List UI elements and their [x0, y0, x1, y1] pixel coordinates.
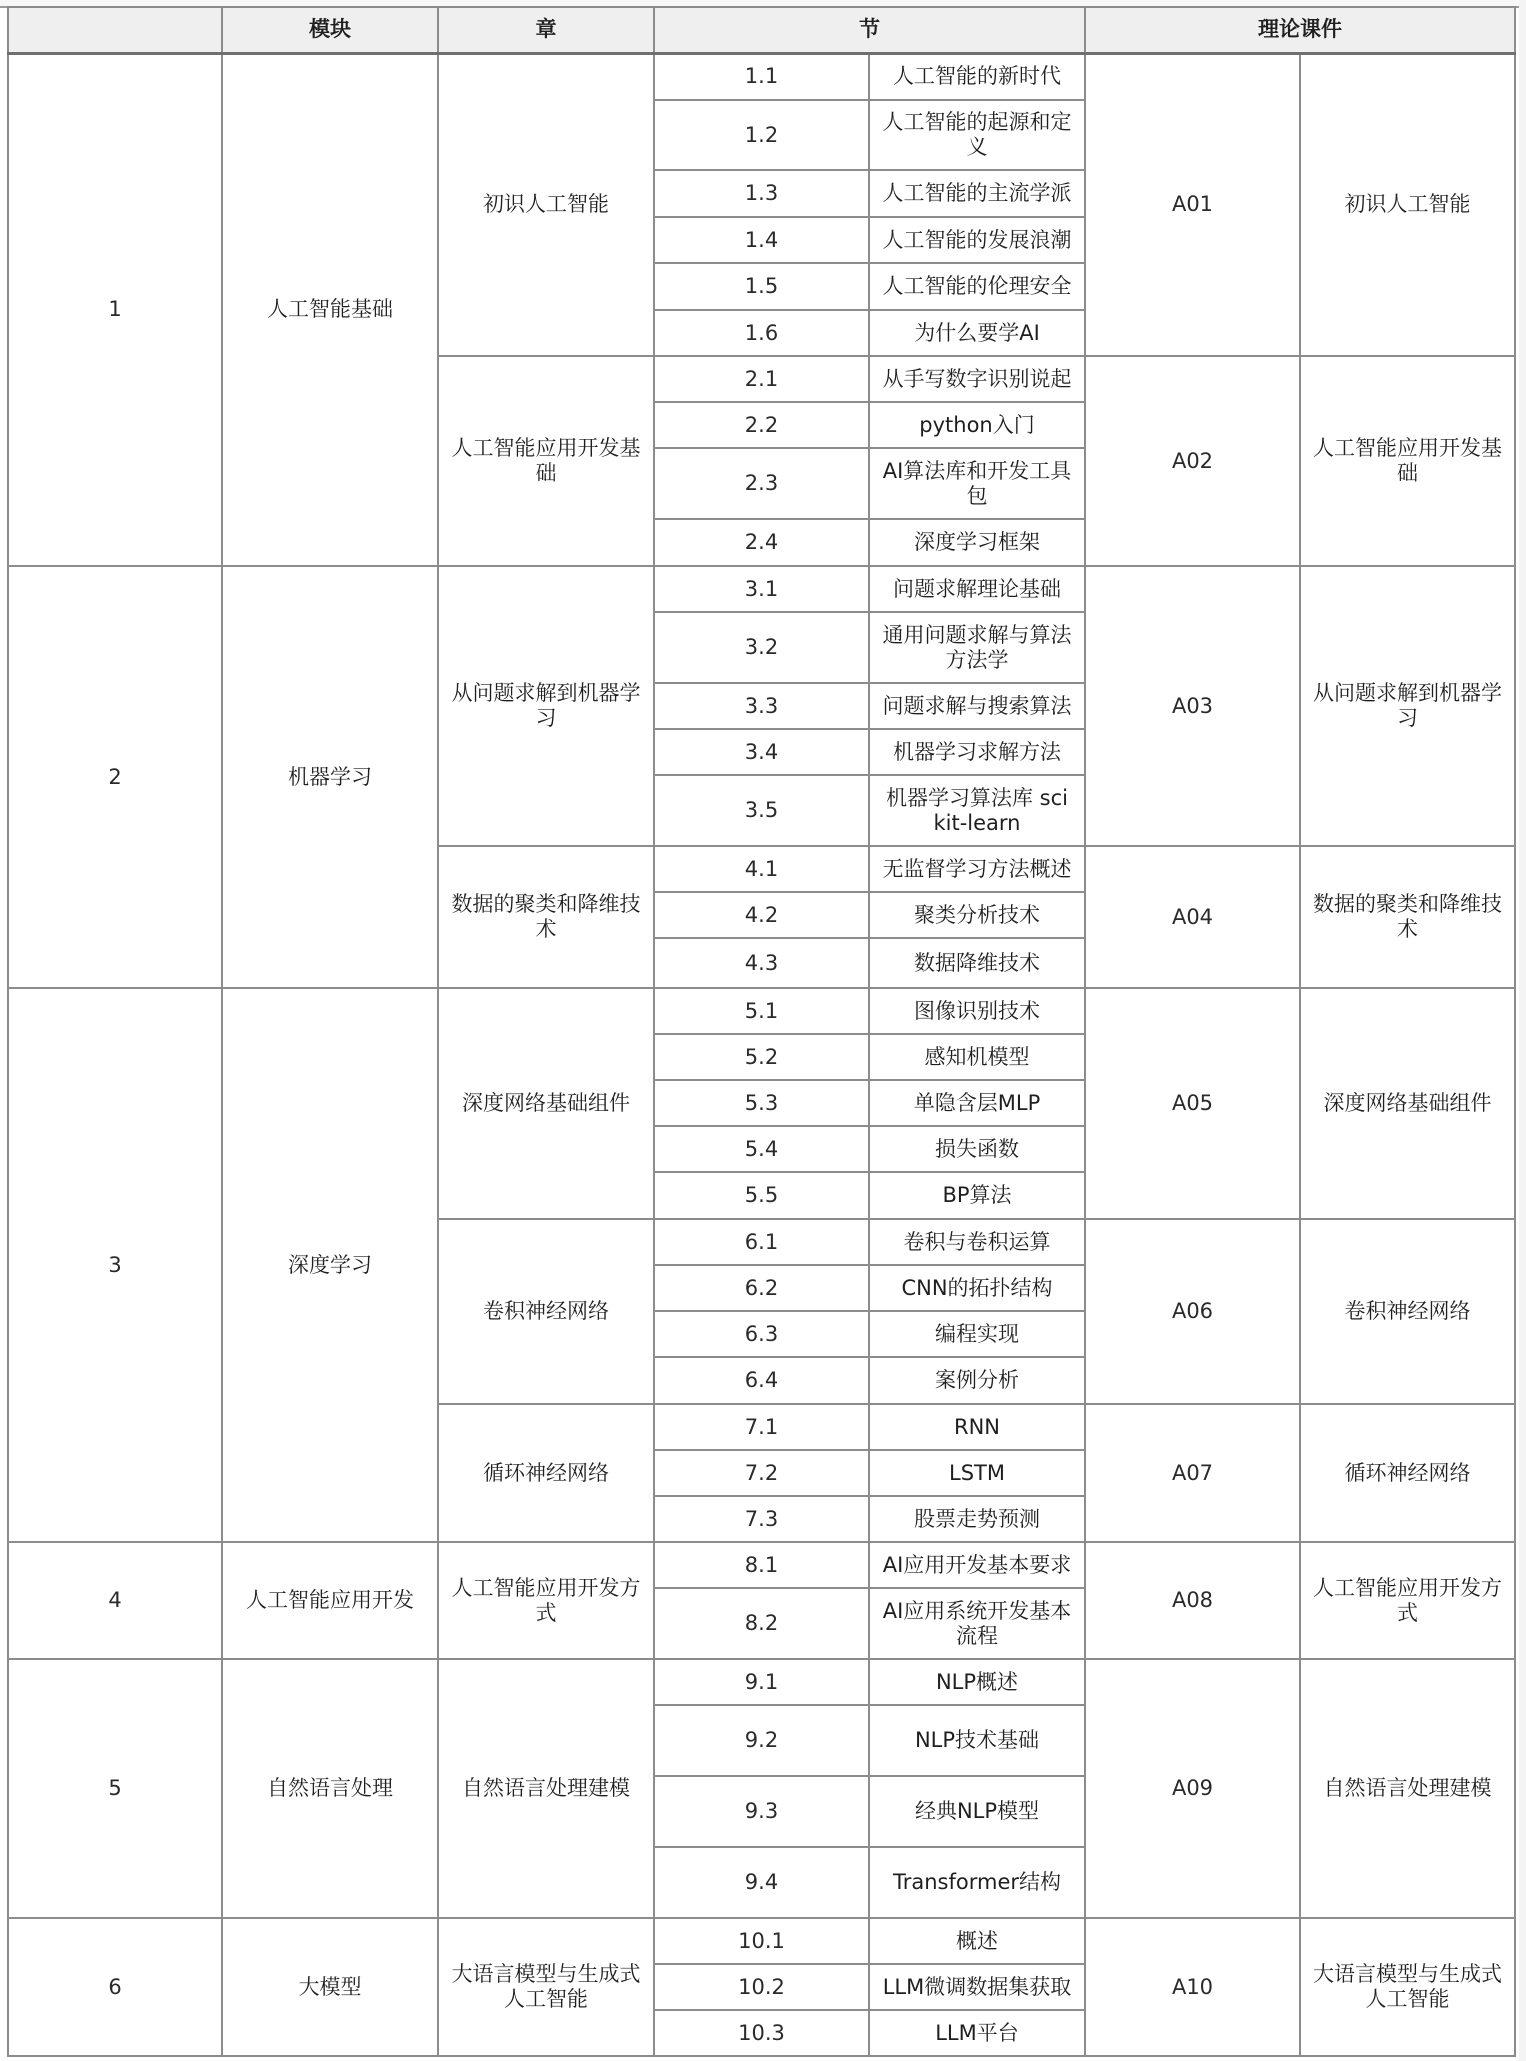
section-number-cell[interactable]: 2.3 [654, 448, 869, 519]
section-number-cell[interactable]: 3.5 [654, 775, 869, 846]
chapter-name-cell[interactable]: 循环神经网络 [438, 1404, 654, 1542]
courseware-title-cell[interactable]: 人工智能应用开发基础 [1300, 356, 1515, 566]
section-number-cell[interactable]: 5.2 [654, 1034, 869, 1080]
module-index-cell[interactable]: 1 [8, 53, 222, 566]
courseware-code-cell[interactable]: A04 [1085, 846, 1300, 988]
section-number-cell[interactable]: 8.2 [654, 1588, 869, 1659]
section-number-cell[interactable]: 1.6 [654, 310, 869, 356]
section-title-cell[interactable]: 图像识别技术 [869, 988, 1085, 1034]
header-module-cell[interactable]: 模块 [222, 7, 438, 53]
section-number-cell[interactable]: 3.1 [654, 566, 869, 612]
section-title-cell[interactable]: python入门 [869, 402, 1085, 448]
section-number-cell[interactable]: 7.3 [654, 1496, 869, 1542]
module-index-cell[interactable]: 4 [8, 1542, 222, 1659]
section-title-cell[interactable]: 问题求解理论基础 [869, 566, 1085, 612]
section-title-cell[interactable]: 深度学习框架 [869, 519, 1085, 566]
section-number-cell[interactable]: 6.2 [654, 1265, 869, 1311]
section-number-cell[interactable]: 9.2 [654, 1705, 869, 1776]
module-name-cell[interactable]: 自然语言处理 [222, 1659, 438, 1918]
courseware-title-cell[interactable]: 循环神经网络 [1300, 1404, 1515, 1542]
section-title-cell[interactable]: BP算法 [869, 1172, 1085, 1219]
section-number-cell[interactable]: 5.5 [654, 1172, 869, 1219]
section-number-cell[interactable]: 1.3 [654, 170, 869, 217]
section-number-cell[interactable]: 5.4 [654, 1126, 869, 1172]
section-title-cell[interactable]: 人工智能的起源和定义 [869, 100, 1085, 170]
section-title-cell[interactable]: 数据降维技术 [869, 938, 1085, 988]
courseware-title-cell[interactable]: 大语言模型与生成式人工智能 [1300, 1918, 1515, 2056]
chapter-name-cell[interactable]: 自然语言处理建模 [438, 1659, 654, 1918]
header-row [8, 7, 1515, 53]
courseware-code-cell[interactable]: A05 [1085, 988, 1300, 1219]
courseware-code-cell[interactable]: A10 [1085, 1918, 1300, 2056]
module-index-cell[interactable]: 5 [8, 1659, 222, 1918]
chapter-name-cell[interactable]: 大语言模型与生成式人工智能 [438, 1918, 654, 2056]
courseware-title-cell[interactable]: 数据的聚类和降维技术 [1300, 846, 1515, 988]
section-title-cell[interactable]: 损失函数 [869, 1126, 1085, 1172]
courseware-title-cell[interactable]: 从问题求解到机器学习 [1300, 566, 1515, 846]
section-title-cell[interactable]: 案例分析 [869, 1357, 1085, 1404]
module-name-cell[interactable]: 大模型 [222, 1918, 438, 2056]
section-title-cell[interactable]: NLP技术基础 [869, 1705, 1085, 1776]
section-number-cell[interactable]: 10.1 [654, 1918, 869, 1964]
section-title-cell[interactable]: 通用问题求解与算法方法学 [869, 612, 1085, 683]
section-number-cell[interactable]: 3.4 [654, 729, 869, 775]
section-title-cell[interactable]: AI应用开发基本要求 [869, 1542, 1085, 1588]
chapter-name-cell[interactable]: 深度网络基础组件 [438, 988, 654, 1219]
section-title-cell[interactable]: Transformer结构 [869, 1847, 1085, 1918]
section-title-cell[interactable]: 机器学习算法库 scikit-learn [869, 775, 1085, 846]
module-name-cell[interactable]: 深度学习 [222, 988, 438, 1542]
chapter-name-cell[interactable]: 人工智能应用开发方式 [438, 1542, 654, 1659]
chapter-name-cell[interactable]: 初识人工智能 [438, 53, 654, 356]
section-title-cell[interactable]: 股票走势预测 [869, 1496, 1085, 1542]
table-row [8, 53, 1515, 100]
courseware-title-cell[interactable]: 人工智能应用开发方式 [1300, 1542, 1515, 1659]
section-number-cell[interactable]: 3.3 [654, 683, 869, 729]
section-title-cell[interactable]: AI算法库和开发工具包 [869, 448, 1085, 519]
section-number-cell[interactable]: 1.4 [654, 217, 869, 263]
section-title-cell[interactable]: 经典NLP模型 [869, 1776, 1085, 1847]
header-section-cell[interactable]: 节 [654, 7, 1085, 53]
module-index-cell[interactable]: 3 [8, 988, 222, 1542]
courseware-code-cell[interactable]: A06 [1085, 1219, 1300, 1404]
section-title-cell[interactable]: 人工智能的发展浪潮 [869, 217, 1085, 263]
section-title-cell[interactable]: LSTM [869, 1450, 1085, 1496]
section-number-cell[interactable]: 7.2 [654, 1450, 869, 1496]
section-number-cell[interactable]: 10.2 [654, 1964, 869, 2010]
section-title-cell[interactable]: 卷积与卷积运算 [869, 1219, 1085, 1265]
section-number-cell[interactable]: 6.3 [654, 1311, 869, 1357]
section-number-cell[interactable]: 9.1 [654, 1659, 869, 1705]
courseware-code-cell[interactable]: A09 [1085, 1659, 1300, 1918]
table-row [8, 1659, 1515, 1705]
curriculum-table [7, 6, 1516, 2057]
section-number-cell[interactable]: 6.4 [654, 1357, 869, 1404]
section-number-cell[interactable]: 3.2 [654, 612, 869, 683]
header-courseware-cell[interactable]: 理论课件 [1085, 7, 1515, 53]
section-title-cell[interactable]: 感知机模型 [869, 1034, 1085, 1080]
section-title-cell[interactable]: 机器学习求解方法 [869, 729, 1085, 775]
section-number-cell[interactable]: 7.1 [654, 1404, 869, 1450]
section-number-cell[interactable]: 4.2 [654, 892, 869, 938]
section-number-cell[interactable]: 9.3 [654, 1776, 869, 1847]
courseware-code-cell[interactable]: A01 [1085, 53, 1300, 356]
section-number-cell[interactable]: 2.4 [654, 519, 869, 566]
module-name-cell[interactable]: 人工智能基础 [222, 53, 438, 566]
section-number-cell[interactable]: 4.3 [654, 938, 869, 988]
section-title-cell[interactable]: 为什么要学AI [869, 310, 1085, 356]
courseware-title-cell[interactable]: 自然语言处理建模 [1300, 1659, 1515, 1918]
section-number-cell[interactable]: 5.1 [654, 988, 869, 1034]
sheet-right-edge [1519, 0, 1526, 2061]
module-index-cell[interactable]: 2 [8, 566, 222, 988]
section-number-cell[interactable]: 9.4 [654, 1847, 869, 1918]
section-number-cell[interactable]: 1.2 [654, 100, 869, 170]
section-title-cell[interactable]: 编程实现 [869, 1311, 1085, 1357]
section-number-cell[interactable]: 6.1 [654, 1219, 869, 1265]
section-title-cell[interactable]: 从手写数字识别说起 [869, 356, 1085, 402]
section-number-cell[interactable]: 10.3 [654, 2010, 869, 2056]
courseware-title-cell[interactable]: 初识人工智能 [1300, 53, 1515, 356]
section-title-cell[interactable]: AI应用系统开发基本流程 [869, 1588, 1085, 1659]
courseware-code-cell[interactable]: A08 [1085, 1542, 1300, 1659]
section-number-cell[interactable]: 1.5 [654, 263, 869, 310]
module-name-cell[interactable]: 人工智能应用开发 [222, 1542, 438, 1659]
section-title-cell[interactable]: RNN [869, 1404, 1085, 1450]
section-number-cell[interactable]: 8.1 [654, 1542, 869, 1588]
header-index-cell[interactable] [8, 7, 222, 53]
courseware-code-cell[interactable]: A03 [1085, 566, 1300, 846]
section-title-cell[interactable]: 问题求解与搜索算法 [869, 683, 1085, 729]
section-title-cell[interactable]: 人工智能的新时代 [869, 53, 1085, 100]
section-title-cell[interactable]: CNN的拓扑结构 [869, 1265, 1085, 1311]
section-title-cell[interactable]: 聚类分析技术 [869, 892, 1085, 938]
chapter-name-cell[interactable]: 数据的聚类和降维技术 [438, 846, 654, 988]
section-number-cell[interactable]: 5.3 [654, 1080, 869, 1126]
courseware-code-cell[interactable]: A07 [1085, 1404, 1300, 1542]
section-title-cell[interactable]: LLM平台 [869, 2010, 1085, 2056]
section-title-cell[interactable]: NLP概述 [869, 1659, 1085, 1705]
table-row [8, 1542, 1515, 1588]
section-number-cell[interactable]: 1.1 [654, 53, 869, 100]
table-row [8, 1918, 1515, 1964]
header-chapter-cell[interactable]: 章 [438, 7, 654, 53]
chapter-name-cell[interactable]: 从问题求解到机器学习 [438, 566, 654, 846]
courseware-title-cell[interactable]: 深度网络基础组件 [1300, 988, 1515, 1219]
table-row [8, 988, 1515, 1034]
section-title-cell[interactable]: 单隐含层MLP [869, 1080, 1085, 1126]
chapter-name-cell[interactable]: 人工智能应用开发基础 [438, 356, 654, 566]
chapter-name-cell[interactable]: 卷积神经网络 [438, 1219, 654, 1404]
section-number-cell[interactable]: 2.1 [654, 356, 869, 402]
courseware-title-cell[interactable]: 卷积神经网络 [1300, 1219, 1515, 1404]
section-number-cell[interactable]: 4.1 [654, 846, 869, 892]
section-title-cell[interactable]: LLM微调数据集获取 [869, 1964, 1085, 2010]
table-row [8, 566, 1515, 612]
section-title-cell[interactable]: 概述 [869, 1918, 1085, 1964]
section-title-cell[interactable]: 人工智能的主流学派 [869, 170, 1085, 217]
section-number-cell[interactable]: 2.2 [654, 402, 869, 448]
section-title-cell[interactable]: 无监督学习方法概述 [869, 846, 1085, 892]
section-title-cell[interactable]: 人工智能的伦理安全 [869, 263, 1085, 310]
module-index-cell[interactable]: 6 [8, 1918, 222, 2056]
module-name-cell[interactable]: 机器学习 [222, 566, 438, 988]
courseware-code-cell[interactable]: A02 [1085, 356, 1300, 566]
